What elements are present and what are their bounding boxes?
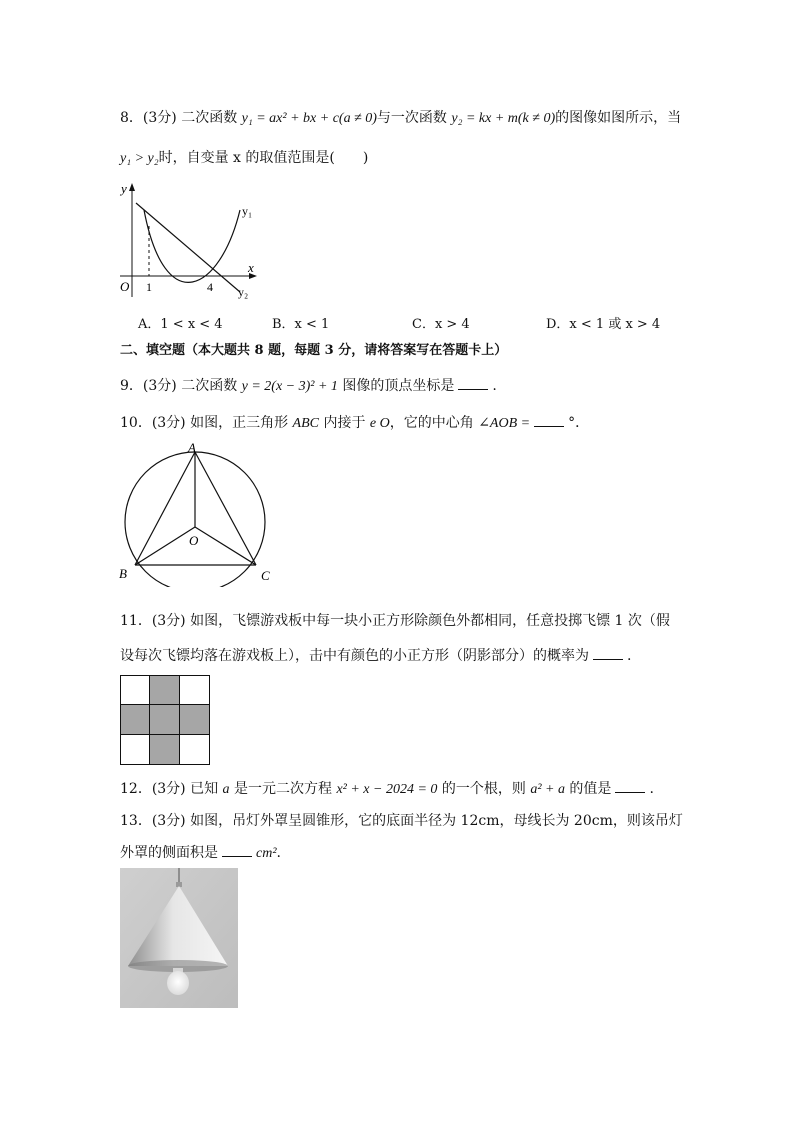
dart-board-shaded-square bbox=[149, 675, 180, 705]
q12-equation: x² + x − 2024 = 0 bbox=[336, 782, 438, 797]
q13-lamp-photo bbox=[120, 868, 238, 1008]
q8-origin-label: O bbox=[120, 279, 130, 294]
q8-tick-1: 1 bbox=[146, 280, 152, 294]
section-fill-in-header: 二、填空题（本大题共 8 题，每题 3 分，请将答案写在答题卡上） bbox=[120, 343, 508, 358]
q13-stem-line2: 外罩的侧面积是 cm². bbox=[120, 845, 281, 861]
dart-board-shaded-square bbox=[179, 704, 210, 735]
q10-label-b: B bbox=[119, 566, 127, 581]
q8-label-y1: y₁ bbox=[242, 204, 253, 218]
dart-board-square bbox=[120, 734, 150, 765]
q8-line-y2 bbox=[136, 203, 240, 292]
dart-board-shaded-square bbox=[120, 704, 150, 735]
dart-board-square bbox=[179, 734, 210, 765]
q11-answer-blank[interactable] bbox=[593, 647, 623, 660]
q8-label-y2: y₂ bbox=[238, 285, 249, 299]
q8-y2-expression: y₂ = kx + m(k ≠ 0) bbox=[451, 111, 556, 126]
q9-stem: 9．(3分) 二次函数 y = 2(x − 3)² + 1 图像的顶点坐标是 . bbox=[120, 378, 497, 394]
q10-label-c: C bbox=[261, 568, 270, 583]
q8-y1-expression: y₁ = ax² + bx + c(a ≠ 0) bbox=[241, 111, 377, 126]
q8-condition: y₁ > y₂ bbox=[120, 151, 159, 166]
q10-answer-blank[interactable] bbox=[534, 414, 564, 427]
dart-board-square bbox=[120, 675, 150, 705]
q10-circle-name: e O bbox=[369, 416, 390, 431]
q8-parabola-y1 bbox=[144, 210, 240, 282]
q10-triangle-name: ABC bbox=[292, 416, 319, 431]
q12-answer-blank[interactable] bbox=[615, 780, 645, 793]
q10-label-a: A bbox=[188, 440, 196, 455]
q8-x-axis-label: x bbox=[248, 260, 254, 275]
q9-answer-blank[interactable] bbox=[458, 377, 488, 390]
q8-stem-line2: y₁ > y₂时，自变量 x 的取值范围是( ) bbox=[120, 150, 369, 166]
q10-stem: 10．(3分) 如图，正三角形 ABC 内接于 e O，它的中心角 ∠AOB = °． bbox=[120, 415, 590, 431]
q8-option-b[interactable]: B．x < 1 bbox=[272, 317, 330, 332]
q8-y-axis-label: y bbox=[121, 181, 127, 196]
q9-expression: y = 2(x − 3)² + 1 bbox=[241, 379, 338, 394]
q11-dart-board bbox=[120, 675, 210, 765]
q12-expression: a² + a bbox=[530, 782, 565, 797]
dart-board-shaded-square bbox=[149, 704, 180, 735]
q8-tick-4: 4 bbox=[207, 280, 213, 294]
q13-unit: cm² bbox=[256, 846, 277, 861]
q11-stem-line1: 11．(3分) 如图，飞镖游戏板中每一块小正方形除颜色外都相同，任意投掷飞镖 1 次（假 bbox=[120, 613, 670, 629]
q13-answer-blank[interactable] bbox=[222, 844, 252, 857]
q10-label-o: O bbox=[189, 533, 199, 548]
q10-figure bbox=[115, 437, 280, 587]
q13-stem-line1: 13．(3分) 如图，吊灯外罩呈圆锥形，它的底面半径为 12cm，母线长为 20cm，则该吊灯 bbox=[120, 813, 683, 829]
q8-graph bbox=[115, 178, 265, 300]
q10-angle: ∠AOB = bbox=[478, 416, 531, 431]
q11-stem-line2: 设每次飞镖均落在游戏板上），击中有颜色的小正方形（阴影部分）的概率为 . bbox=[120, 648, 632, 664]
dart-board-square bbox=[179, 675, 210, 705]
q8-option-a[interactable]: A．1 < x < 4 bbox=[138, 317, 223, 332]
q8-option-c[interactable]: C．x > 4 bbox=[412, 317, 470, 332]
q8-option-d[interactable]: D．x < 1 或 x > 4 bbox=[546, 317, 661, 332]
q12-variable: a bbox=[222, 782, 230, 797]
q8-stem-line1: 8．(3分) 二次函数 y₁ = ax² + bx + c(a ≠ 0)与一次函数 y₂ = kx + m(k ≠ 0)的图像如图所示，当 bbox=[120, 110, 682, 126]
dart-board-shaded-square bbox=[149, 734, 180, 765]
q12-stem: 12．(3分) 已知 a 是一元二次方程 x² + x − 2024 = 0 的一个根，则 a² + a 的值是 . bbox=[120, 781, 654, 797]
